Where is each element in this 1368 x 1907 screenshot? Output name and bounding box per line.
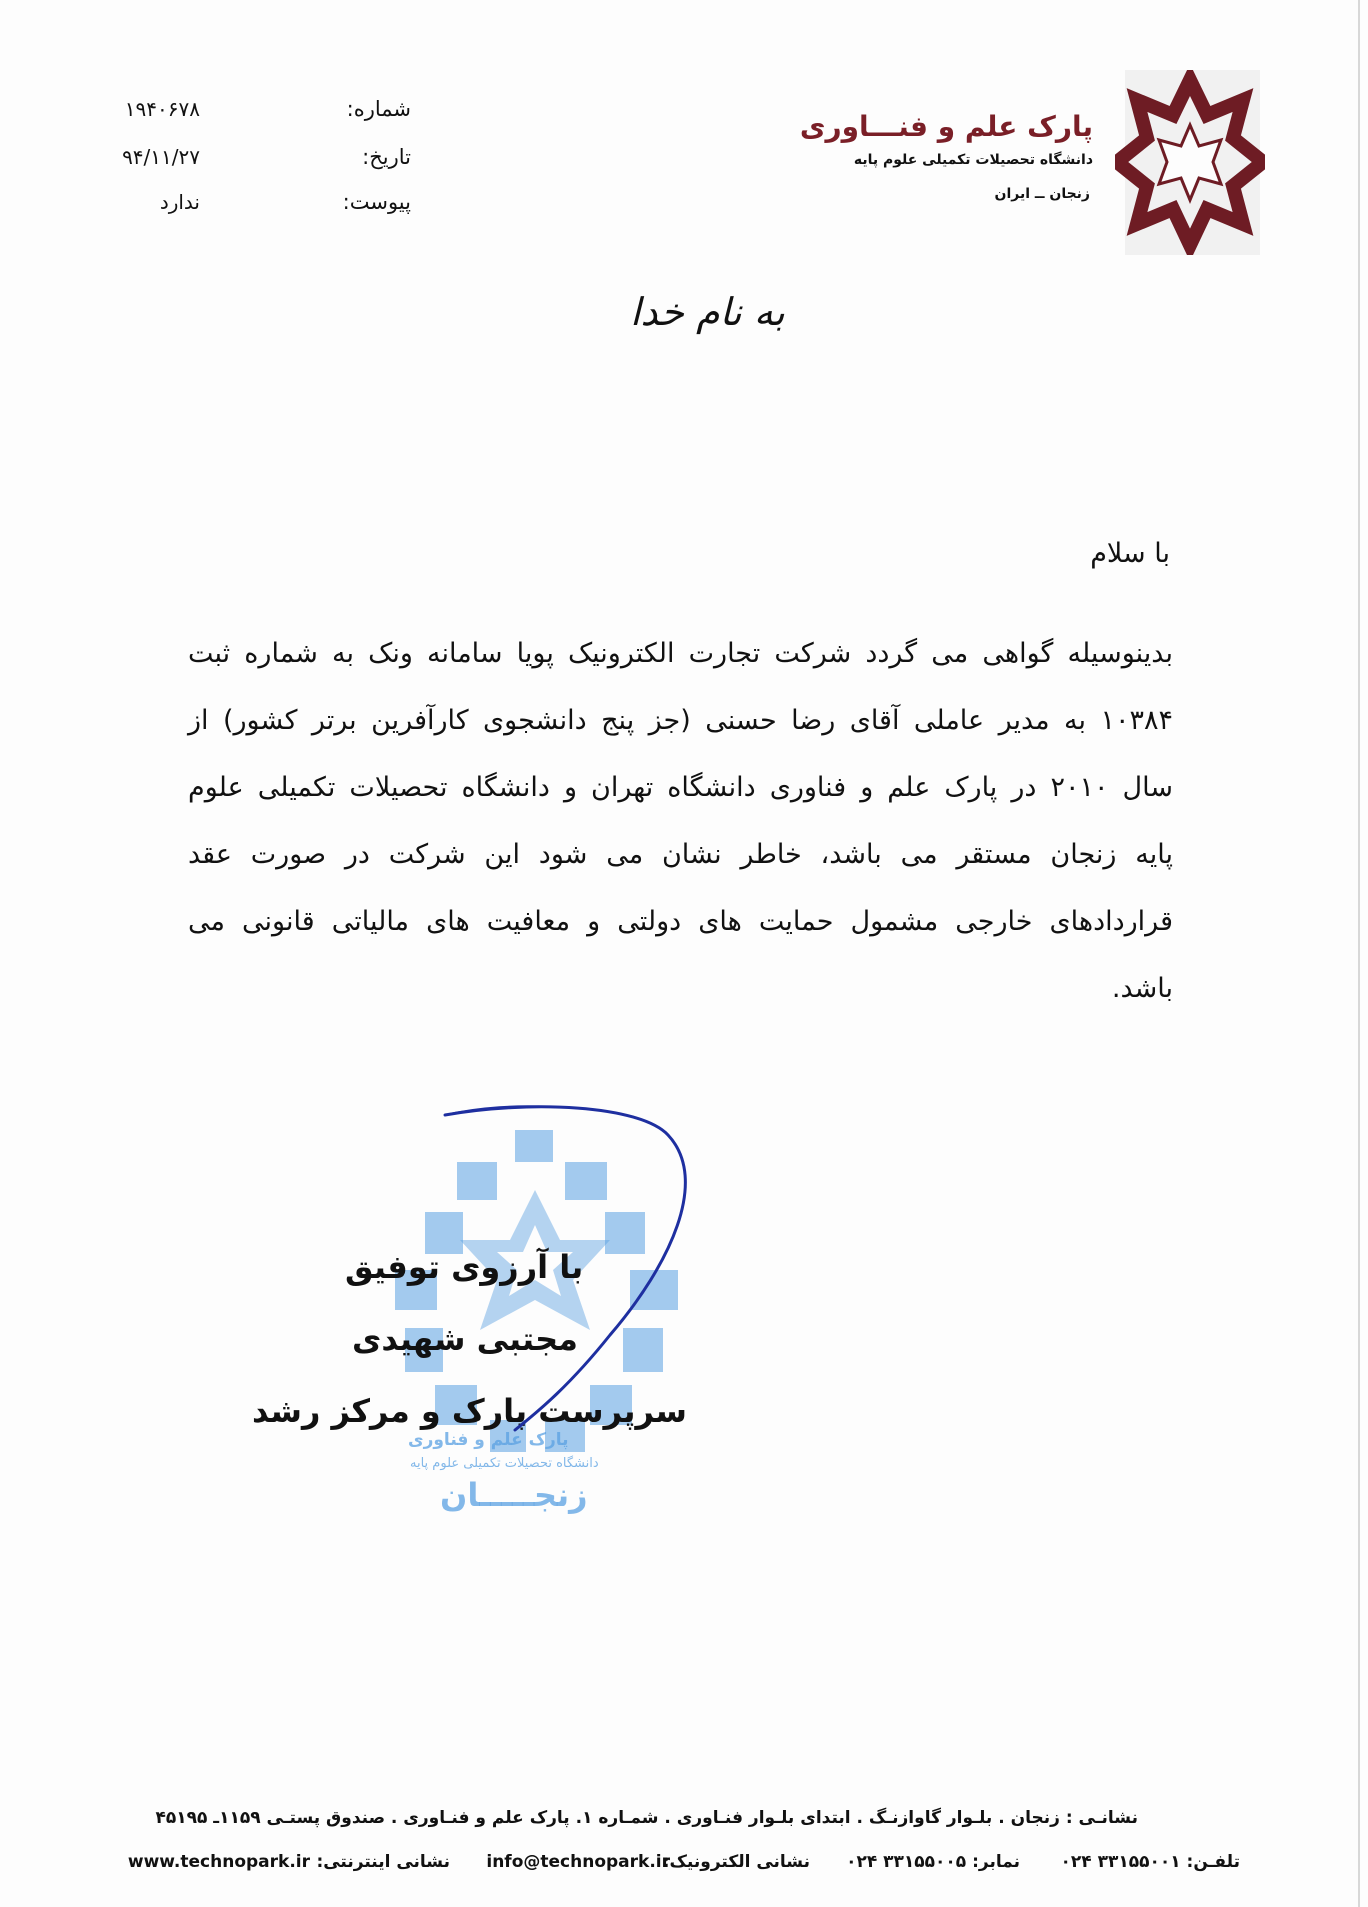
body-line: قراردادهای خارجی مشمول حمایت های دولتی و معافیت های مالیاتی قانونی می bbox=[188, 906, 1173, 937]
signer-name: مجتبی شهیدی bbox=[352, 1320, 578, 1358]
number-value: ۱۹۴۰۶۷۸ bbox=[124, 97, 200, 121]
footer-phone: تلفـن: ۳۳۱۵۵۰۰۱ ۰۲۴ bbox=[1060, 1852, 1240, 1872]
greeting: با سلام bbox=[1090, 538, 1170, 569]
logo-title: پارک علم و فنـــاوری bbox=[799, 110, 1093, 143]
footer-fax: نمابر: ۳۳۱۵۵۰۰۵ ۰۲۴ bbox=[846, 1852, 1020, 1872]
attachment-label: پیوست: bbox=[342, 190, 411, 214]
footer-email[interactable]: info@technopark.ir bbox=[486, 1852, 670, 1872]
basmala: به نام خدا bbox=[630, 290, 785, 334]
body-line: سال ۲۰۱۰ در پارک علم و فناوری دانشگاه تهران و دانشگاه تحصیلات تکمیلی علوم bbox=[188, 772, 1173, 803]
body-line: ۱۰۳۸۴ به مدیر عاملی آقای رضا حسنی (جز پنج دانشجوی کارآفرین برتر کشور) از bbox=[188, 705, 1173, 736]
signer-title: سرپرست پارک و مرکز رشد bbox=[252, 1392, 687, 1430]
letter-body bbox=[188, 620, 1173, 1022]
footer-address: نشانـی : زنجان . بلـوار گاوازنـگ . ابتدای بلـوار فنـاوری . شمـاره ۱. پارک علم و فنـاوری . صندوق پستـی ۱۱۵۹ـ ۴۵۱۹۵ bbox=[155, 1808, 1138, 1828]
logo-subtitle: دانشگاه تحصیلات تکمیلی علوم پایه bbox=[853, 152, 1093, 168]
stamp-text-line1: پارک علم و فناوری bbox=[408, 1430, 569, 1450]
park-logo-star-icon bbox=[1115, 70, 1265, 255]
body-line: بدینوسیله گواهی می گردد شرکت تجارت الکترونیک پویا سامانه ونک به شماره ثبت bbox=[188, 638, 1173, 669]
attachment-value: ندارد bbox=[159, 190, 200, 214]
body-line: پایه زنجان مستقر می باشد، خاطر نشان می شود این شرکت در صورت عقد bbox=[188, 839, 1173, 870]
stamp-text-line2: دانشگاه تحصیلات تکمیلی علوم پایه bbox=[410, 1456, 599, 1471]
page-edge bbox=[1358, 0, 1360, 1907]
footer-website[interactable]: www.technopark.ir bbox=[127, 1852, 310, 1872]
body-line: باشد. bbox=[1111, 973, 1173, 1004]
footer-contacts bbox=[127, 1852, 1240, 1878]
closing-wish: با آرزوی توفیق bbox=[345, 1248, 584, 1286]
footer-email-label: نشانی الکترونیک: bbox=[662, 1852, 810, 1872]
footer-web-label: نشانی اینترنتی: bbox=[316, 1852, 450, 1872]
logo-city: زنجان ــ ایران bbox=[994, 186, 1090, 202]
number-label: شماره: bbox=[346, 97, 411, 121]
date-label: تاریخ: bbox=[362, 145, 411, 169]
date-value: ۹۴/۱۱/۲۷ bbox=[122, 145, 200, 169]
handwritten-signature bbox=[440, 1105, 700, 1435]
stamp-text-line3: زنجـــــان bbox=[440, 1476, 588, 1514]
